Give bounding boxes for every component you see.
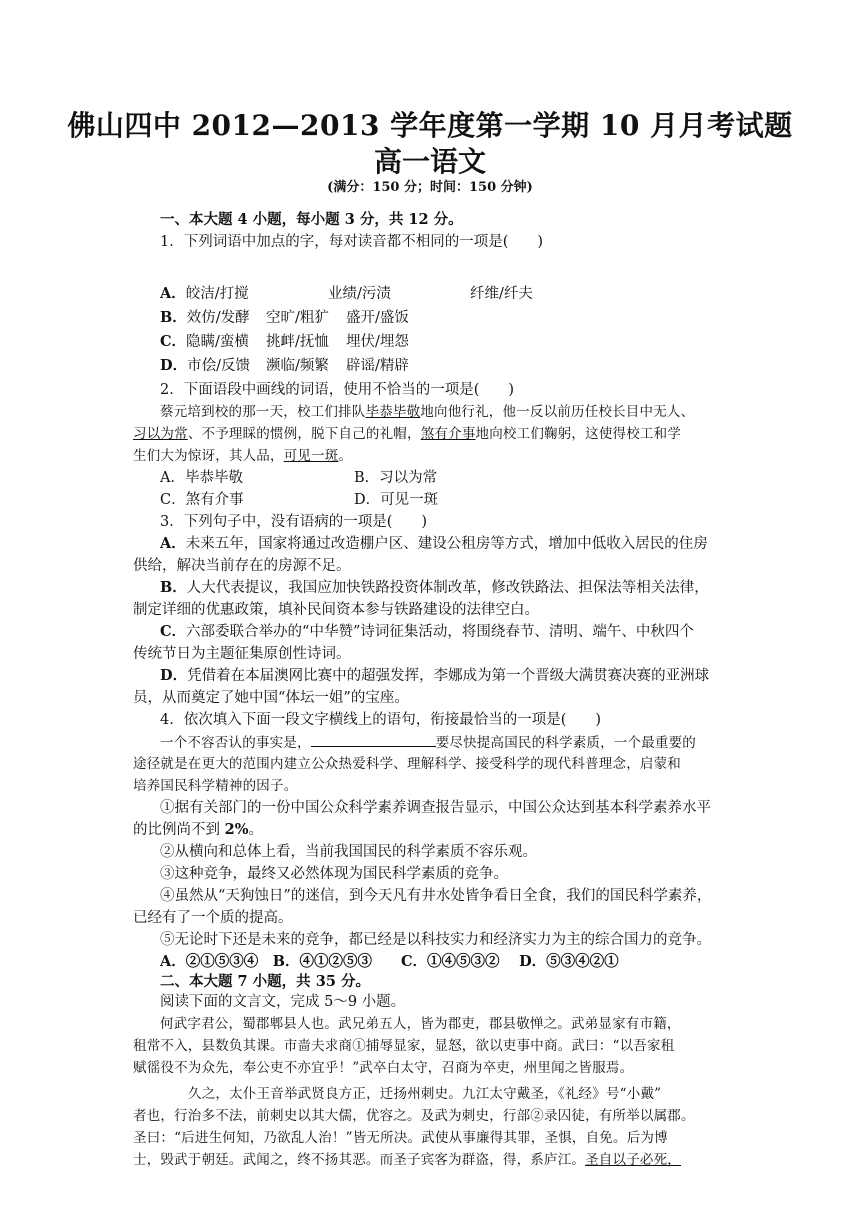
q4-passage-line3: 培养国民科学精神的因子。 (133, 778, 298, 794)
q4-sentence-1-line1: ①据有关部门的一份中国公众科学素养调查报告显示，中国公众达到基本科学素养水平 (160, 800, 711, 816)
q3-option-d-line1: D．凭借着在本届澳网比赛中的超强发挥，李娜成为第一个晋级大满贯赛决赛的亚洲球 (160, 667, 710, 684)
classical-text-line4: 久之，太仆王音举武贤良方正，迁扬州刺史。九江太守戴圣，《礼经》号“小戴” (188, 1086, 662, 1102)
classical-text-line3: 赋徭役不为众先，奉公吏不亦宜乎！”武卒白太守，召商为卒吏，州里闻之皆服焉。 (133, 1060, 634, 1076)
underlined-sentence: 圣自以子必死， (585, 1152, 682, 1168)
q4-sentence-1-line2: 的比例尚不到 2%。 (133, 821, 263, 838)
classical-text-line1: 何武字君公，蜀郡郫县人也。武兄弟五人，皆为郡吏，郡县敬惮之。武弟显家有市籍， (160, 1016, 681, 1032)
q2-passage-line3: 生们大为惊讶，其人品，可见一斑。 (133, 448, 353, 464)
q3-option-b-line2: 制定详细的优惠政策，填补民间资本参与铁路建设的法律空白。 (133, 602, 539, 618)
q1-option-b-pair2: 空旷/粗犷 (266, 310, 329, 326)
classical-text-line5: 者也，行治多不法，前刺史以其大儒，优容之。及武为刺史，行部②录囚徒，有所举以属郡。 (133, 1108, 695, 1124)
q1-option-d-pair2: 濒临/频繁 (266, 358, 329, 374)
q4-answer-options: A．②①⑤③④ B．④①②⑤③ C．①④⑤③② D．⑤③④②① (160, 953, 619, 970)
q4-passage-line1: 一个不容否认的事实是， 要尽快提高国民的科学素质，一个最重要的 (160, 732, 696, 753)
q3-option-b-line1: B．人大代表提议，我国应加快铁路投资体制改革，修改铁路法、担保法等相关法律， (160, 579, 709, 596)
q2-passage-line2: 习以为常、不予理睬的惯例，脱下自己的礼帽，煞有介事地向校工们鞠躬，这使得校工和学 (133, 426, 682, 442)
classical-text-line6: 圣曰：“后进生何知，乃欲乱人治！”皆无所决。武使从事廉得其罪，圣惧，自免。后为博 (133, 1130, 668, 1146)
score-time-note: (满分：150 分；时间：150 分钟) (327, 180, 533, 195)
q2-passage-line1: 蔡元培到校的那一天，校工们排队毕恭毕敬地向他行礼，他一反以前历任校长目中无人、 (160, 404, 695, 420)
q3-stem: 3．下列句子中，没有语病的一项是( ) (160, 514, 428, 530)
q1-option-b: B．效仿/发酵 (160, 309, 250, 326)
q2-option-d: D．可见一斑 (354, 492, 439, 508)
q2-option-c: C．煞有介事 (160, 492, 244, 508)
q1-option-c: C．隐瞒/蛮横 (160, 333, 249, 350)
q1-option-a-pair3: 纤维/纤夫 (470, 286, 533, 302)
classical-text-line2: 租常不入，县数负其课。市啬夫求商①捕辱显家，显怒，欲以吏事中商。武曰：“以吾家租 (133, 1038, 675, 1054)
fill-in-blank (311, 732, 436, 747)
underlined-term-2: 习以为常 (133, 426, 188, 442)
q1-stem: 1．下列词语中加点的字，每对读音都不相同的一项是( ) (160, 234, 544, 250)
q3-option-a-line1: A．未来五年，国家将通过改造棚户区、建设公租房等方式，增加中低收入居民的住房 (160, 535, 708, 552)
part1-heading: 一、本大题 4 小题，每小题 3 分，共 12 分。 (160, 211, 463, 228)
q1-option-d-pair3: 辟谣/精辟 (346, 358, 409, 374)
q4-sentence-4-line2: 已经有了一个质的提高。 (133, 910, 293, 926)
q1-option-d: D．市侩/反馈 (160, 357, 250, 374)
q3-option-d-line2: 员，从而奠定了她中国“体坛一姐”的宝座。 (133, 690, 409, 706)
q4-sentence-2: ②从横向和总体上看，当前我国国民的科学素质不容乐观。 (160, 844, 537, 860)
q1-option-b-pair3: 盛开/盛饭 (346, 310, 409, 326)
q4-sentence-3: ③这种竞争，最终又必然体现为国民科学素质的竞争。 (160, 866, 508, 882)
q4-sentence-4-line1: ④虽然从“天狗蚀日”的迷信，到今天凡有井水处皆争看日全食，我们的国民科学素养， (160, 888, 712, 904)
q1-option-a: A．皎洁/打搅 (160, 285, 249, 302)
q3-option-c-line1: C．六部委联合举办的“中华赞”诗词征集活动，将围绕春节、清明、端午、中秋四个 (160, 623, 694, 640)
q3-option-a-line2: 供给，解决当前存在的房源不足。 (133, 558, 351, 574)
underlined-term-1: 毕恭毕敬 (365, 404, 421, 420)
subject-title: 高一语文 (373, 145, 486, 178)
classical-text-line7: 士，毁武于朝廷。武闻之，终不扬其恶。而圣子宾客为群盗，得，系庐江。圣自以子必死， (133, 1152, 682, 1168)
q4-stem: 4．依次填入下面一段文字横线上的语句，衔接最恰当的一项是( ) (160, 712, 602, 728)
part2-heading: 二、本大题 7 小题，共 35 分。 (160, 973, 370, 990)
q1-option-c-pair2: 挑衅/抚恤 (266, 334, 329, 350)
q2-option-b: B．习以为常 (354, 470, 438, 486)
part2-instruction: 阅读下面的文言文，完成 5～9 小题。 (160, 994, 406, 1010)
exam-title: 佛山四中 2012—2013 学年度第一学期 10 月月考试题 (67, 109, 793, 142)
q4-passage-line2: 途径就是在更大的范围内建立公众热爱科学、理解科学、接受科学的现代科普理念，启蒙和 (133, 756, 681, 772)
underlined-term-3: 煞有介事 (420, 426, 476, 442)
underlined-term-4: 可见一斑 (283, 448, 339, 464)
q1-option-c-pair3: 埋伏/埋怨 (346, 334, 409, 350)
q1-option-a-pair2: 业绩/污渍 (328, 286, 391, 302)
q3-option-c-line2: 传统节日为主题征集原创性诗词。 (133, 646, 351, 662)
q2-option-a: A．毕恭毕敬 (160, 470, 243, 486)
q2-stem: 2．下面语段中画线的词语，使用不恰当的一项是( ) (160, 382, 515, 398)
q4-sentence-5: ⑤无论时下还是未来的竞争，都已经是以科技实力和经济实力为主的综合国力的竞争。 (160, 932, 711, 948)
